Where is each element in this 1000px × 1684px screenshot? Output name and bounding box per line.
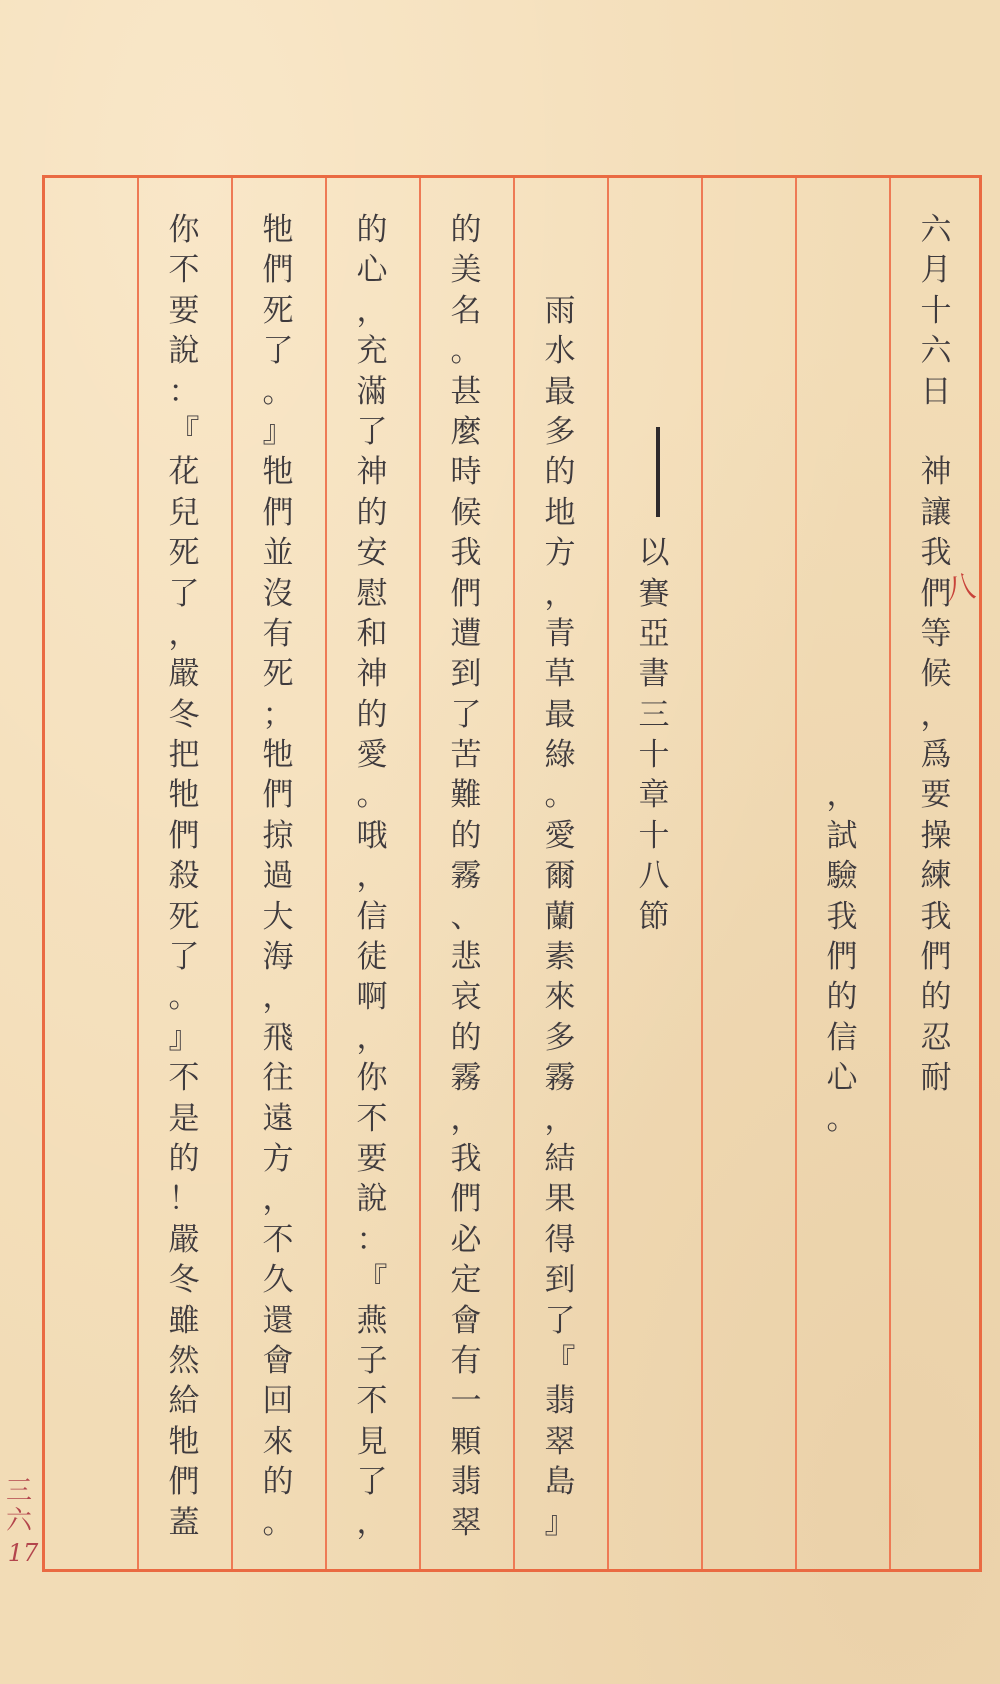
glyph: 還 — [262, 1302, 294, 1339]
glyph: 你 — [168, 212, 200, 248]
glyph: 驗 — [826, 858, 858, 895]
glyph: 神 — [356, 656, 388, 693]
glyph: 美 — [450, 252, 482, 289]
glyph: 『 — [168, 413, 200, 450]
glyph: 十 — [638, 817, 670, 854]
glyph: 方 — [544, 535, 576, 572]
glyph: ， — [262, 1181, 294, 1218]
glyph: 要 — [920, 777, 952, 814]
glyph: 。 — [826, 1100, 858, 1137]
glyph: 冬 — [168, 1262, 200, 1299]
glyph: ， — [262, 979, 294, 1016]
glyph: 是 — [168, 1100, 200, 1137]
glyph: 我 — [826, 898, 858, 935]
text-column-body — [348, 210, 396, 1543]
glyph: ： — [168, 373, 200, 410]
glyph: 霧 — [544, 1060, 576, 1097]
glyph: 到 — [544, 1262, 576, 1299]
glyph: 愛 — [356, 737, 388, 774]
glyph: 神 — [920, 454, 952, 491]
text-column-heading-continued — [818, 210, 866, 1139]
glyph: 候 — [450, 494, 482, 531]
glyph: 過 — [262, 858, 294, 895]
glyph: 方 — [262, 1140, 294, 1177]
glyph: 有 — [450, 1342, 482, 1379]
glyph: 霧 — [450, 858, 482, 895]
glyph: 練 — [920, 858, 952, 895]
glyph: ， — [168, 615, 200, 652]
grid-rule — [419, 178, 421, 1569]
glyph: 月 — [920, 252, 952, 289]
grid-rule — [889, 178, 891, 1569]
grid-rule — [231, 178, 233, 1569]
glyph: 會 — [450, 1302, 482, 1339]
glyph: 兒 — [168, 494, 200, 531]
glyph: 霧 — [450, 1060, 482, 1097]
glyph: 哦 — [356, 817, 388, 854]
glyph: 說 — [168, 333, 200, 370]
glyph: 給 — [168, 1383, 200, 1420]
glyph: 等 — [920, 615, 952, 652]
glyph: 六 — [920, 333, 952, 370]
glyph: 的 — [920, 979, 952, 1016]
glyph: 。 — [168, 979, 200, 1016]
glyph: 的 — [356, 212, 388, 248]
glyph: 會 — [262, 1342, 294, 1379]
glyph: 』 — [168, 1019, 200, 1056]
glyph: 掠 — [262, 817, 294, 854]
text-column-body — [254, 210, 302, 1543]
glyph: 愛 — [544, 817, 576, 854]
page-number: 17 — [7, 1539, 39, 1567]
glyph: ； — [262, 696, 294, 733]
glyph: 以 — [638, 535, 670, 572]
glyph: 蓋 — [168, 1504, 200, 1541]
glyph: 們 — [262, 252, 294, 289]
glyph: 滿 — [356, 373, 388, 410]
glyph: 節 — [638, 898, 670, 935]
glyph: 們 — [262, 777, 294, 814]
glyph: 回 — [262, 1383, 294, 1420]
glyph: 來 — [544, 979, 576, 1016]
glyph: 時 — [450, 454, 482, 491]
glyph: 結 — [544, 1140, 576, 1177]
glyph: 耐 — [920, 1060, 952, 1097]
glyph: 地 — [544, 494, 576, 531]
glyph: 燕 — [356, 1302, 388, 1339]
glyph: 信 — [356, 898, 388, 935]
glyph: 們 — [920, 939, 952, 976]
glyph: 花 — [168, 454, 200, 491]
glyph: 的 — [450, 817, 482, 854]
glyph: 』 — [262, 413, 294, 450]
glyph: 死 — [168, 898, 200, 935]
glyph: 了 — [168, 939, 200, 976]
scripture-reference — [630, 210, 678, 937]
glyph: ， — [544, 575, 576, 612]
glyph: 有 — [262, 615, 294, 652]
glyph: 啊 — [356, 979, 388, 1016]
glyph: 日 — [920, 373, 952, 410]
glyph: 章 — [638, 777, 670, 814]
glyph: 雖 — [168, 1302, 200, 1339]
glyph: 賽 — [638, 575, 670, 612]
glyph: 大 — [262, 898, 294, 935]
page-number-margin — [6, 1476, 40, 1570]
glyph: 十 — [920, 292, 952, 329]
glyph: 我 — [450, 1140, 482, 1177]
glyph: ！ — [168, 1181, 200, 1218]
glyph: 的 — [450, 1019, 482, 1056]
glyph: 最 — [544, 373, 576, 410]
glyph: 信 — [826, 1019, 858, 1056]
glyph: 的 — [168, 1140, 200, 1177]
glyph: 然 — [168, 1342, 200, 1379]
glyph: 們 — [450, 575, 482, 612]
glyph: 『 — [544, 1342, 576, 1379]
glyph: 充 — [356, 333, 388, 370]
glyph: ， — [356, 858, 388, 895]
text-column-body — [442, 210, 490, 1543]
glyph: 了 — [356, 1464, 388, 1501]
glyph: 不 — [356, 1100, 388, 1137]
glyph: 了 — [544, 1302, 576, 1339]
glyph: 果 — [544, 1181, 576, 1218]
glyph: 甚 — [450, 373, 482, 410]
glyph: 牠 — [168, 777, 200, 814]
glyph: 翡 — [450, 1464, 482, 1501]
glyph: 把 — [168, 737, 200, 774]
grid-rule — [137, 178, 139, 1569]
glyph: 並 — [262, 535, 294, 572]
glyph: 『 — [356, 1262, 388, 1299]
glyph: 苦 — [450, 737, 482, 774]
glyph: 們 — [168, 817, 200, 854]
glyph: 遭 — [450, 615, 482, 652]
glyph: 殺 — [168, 858, 200, 895]
glyph: 要 — [356, 1140, 388, 1177]
glyph: ， — [450, 1100, 482, 1137]
glyph: 牠 — [262, 212, 294, 248]
glyph: 海 — [262, 939, 294, 976]
glyph: 死 — [262, 656, 294, 693]
glyph: 神 — [356, 454, 388, 491]
glyph: 說 — [356, 1181, 388, 1218]
glyph: 牠 — [262, 737, 294, 774]
glyph: 一 — [450, 1383, 482, 1420]
glyph: 心 — [356, 252, 388, 289]
glyph: 。 — [262, 1504, 294, 1541]
pencil-annotation: 八 — [943, 569, 978, 608]
glyph: 。 — [544, 777, 576, 814]
glyph: 素 — [544, 939, 576, 976]
glyph: 要 — [168, 292, 200, 329]
glyph: 見 — [356, 1423, 388, 1460]
glyph: 的 — [544, 454, 576, 491]
glyph: 我 — [450, 535, 482, 572]
glyph: 雨 — [544, 292, 576, 329]
glyph: 翠 — [450, 1504, 482, 1541]
glyph: 子 — [356, 1342, 388, 1379]
glyph: 亞 — [638, 615, 670, 652]
glyph: 讓 — [920, 494, 952, 531]
glyph: 們 — [168, 1464, 200, 1501]
glyph: 不 — [168, 252, 200, 289]
glyph: 島 — [544, 1464, 576, 1501]
glyph: 。 — [450, 333, 482, 370]
glyph: 的 — [356, 494, 388, 531]
glyph: 書 — [638, 656, 670, 693]
glyph: 三 — [638, 696, 670, 733]
glyph: 忍 — [920, 1019, 952, 1056]
glyph: 死 — [262, 292, 294, 329]
glyph: 們 — [450, 1181, 482, 1218]
glyph: 最 — [544, 696, 576, 733]
glyph: 徒 — [356, 939, 388, 976]
glyph: 不 — [262, 1221, 294, 1258]
glyph: 難 — [450, 777, 482, 814]
glyph: 爲 — [920, 737, 952, 774]
glyph: 冬 — [168, 696, 200, 733]
glyph: 嚴 — [168, 656, 200, 693]
glyph: 必 — [450, 1221, 482, 1258]
glyph: 牠 — [168, 1423, 200, 1460]
glyph: 悲 — [450, 939, 482, 976]
glyph: 哀 — [450, 979, 482, 1016]
glyph: 候 — [920, 656, 952, 693]
glyph: 來 — [262, 1423, 294, 1460]
glyph: 沒 — [262, 575, 294, 612]
grid-rule — [795, 178, 797, 1569]
glyph: ， — [544, 1100, 576, 1137]
glyph: 嚴 — [168, 1221, 200, 1258]
glyph: 得 — [544, 1221, 576, 1258]
grid-rule — [325, 178, 327, 1569]
glyph: 顆 — [450, 1423, 482, 1460]
glyph: ， — [826, 777, 858, 814]
glyph: 們 — [262, 494, 294, 531]
glyph: 試 — [826, 817, 858, 854]
glyph: 六 — [920, 212, 952, 248]
grid-rule — [513, 178, 515, 1569]
glyph: 不 — [356, 1383, 388, 1420]
glyph: 往 — [262, 1060, 294, 1097]
glyph: 我 — [920, 898, 952, 935]
glyph: 死 — [168, 535, 200, 572]
glyph: 了 — [356, 413, 388, 450]
text-column-body — [160, 210, 208, 1543]
glyph: 操 — [920, 817, 952, 854]
glyph: 水 — [544, 333, 576, 370]
glyph: 不 — [168, 1060, 200, 1097]
grid-rule — [701, 178, 703, 1569]
glyph: 了 — [450, 696, 482, 733]
glyph: 心 — [826, 1060, 858, 1097]
glyph: 。 — [356, 777, 388, 814]
glyph: 多 — [544, 413, 576, 450]
glyph: 蘭 — [544, 898, 576, 935]
glyph: 、 — [450, 898, 482, 935]
glyph: 慰 — [356, 575, 388, 612]
text-column-date-heading — [912, 210, 960, 1099]
glyph: 們 — [920, 575, 952, 612]
glyph: 的 — [826, 979, 858, 1016]
glyph: 翠 — [544, 1423, 576, 1460]
page-kanji: 三六 — [6, 1476, 33, 1536]
glyph: ， — [356, 292, 388, 329]
glyph: 我 — [920, 535, 952, 572]
glyph: 十 — [638, 737, 670, 774]
glyph: 麼 — [450, 413, 482, 450]
glyph: 飛 — [262, 1019, 294, 1056]
glyph: 的 — [262, 1464, 294, 1501]
glyph: 和 — [356, 615, 388, 652]
glyph: 久 — [262, 1262, 294, 1299]
glyph: 翡 — [544, 1383, 576, 1420]
glyph: 了 — [168, 575, 200, 612]
glyph: 草 — [544, 656, 576, 693]
text-column-body — [536, 210, 584, 1543]
glyph: 你 — [356, 1060, 388, 1097]
glyph: ， — [356, 1019, 388, 1056]
glyph: 』 — [544, 1504, 576, 1541]
glyph: 名 — [450, 292, 482, 329]
glyph: 定 — [450, 1262, 482, 1299]
glyph: 的 — [356, 696, 388, 733]
glyph: 的 — [450, 212, 482, 248]
glyph: 們 — [826, 939, 858, 976]
grid-rule — [607, 178, 609, 1569]
glyph: 爾 — [544, 858, 576, 895]
glyph: ， — [356, 1504, 388, 1541]
reference-dash — [656, 427, 660, 517]
glyph: 到 — [450, 656, 482, 693]
glyph: 安 — [356, 535, 388, 572]
glyph: 多 — [544, 1019, 576, 1056]
glyph: ： — [356, 1221, 388, 1258]
glyph: 。 — [262, 373, 294, 410]
glyph: 遠 — [262, 1100, 294, 1137]
glyph: 八 — [638, 858, 670, 895]
glyph: ， — [920, 696, 952, 733]
glyph: 了 — [262, 333, 294, 370]
glyph: 青 — [544, 615, 576, 652]
glyph: 牠 — [262, 454, 294, 491]
glyph: 綠 — [544, 737, 576, 774]
